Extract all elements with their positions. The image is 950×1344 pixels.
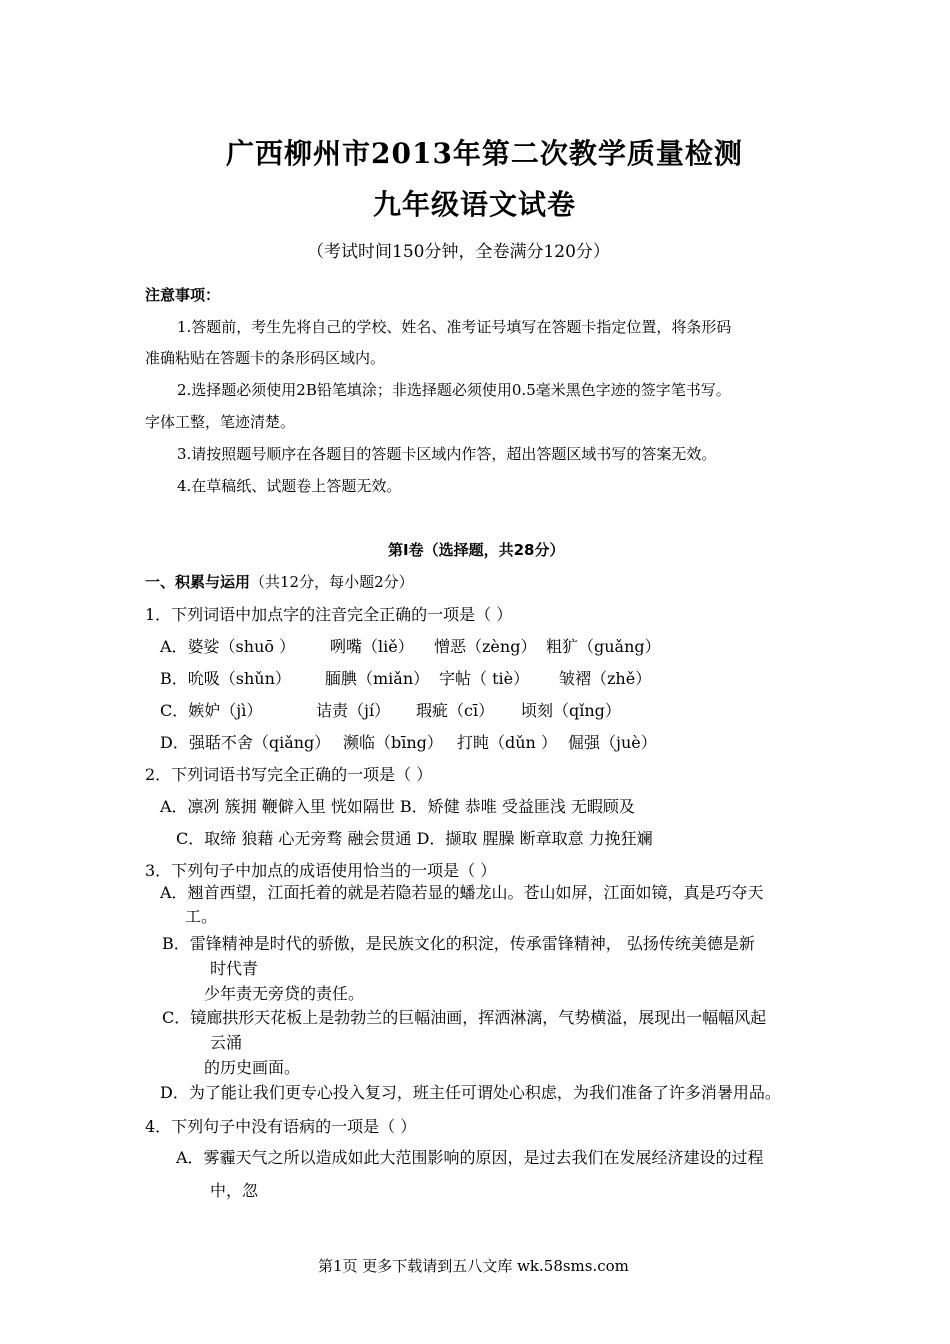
q3-b-line-3: 少年责无旁贷的责任。 (204, 984, 365, 1003)
q1-option-b (160, 666, 651, 689)
q1-d-4: 倔强（juè） (568, 733, 657, 752)
q1-c-4: 顷刻（qǐng） (521, 701, 621, 720)
q1-a-1: A．婆娑（shuō ） (160, 637, 296, 656)
page-subtitle: 九年级语文试卷 (373, 188, 577, 221)
q3-a-line-2: 工。 (185, 907, 218, 926)
q4-stem: 4．下列句子中没有语病的一项是（ ） (145, 1117, 417, 1136)
notice-item-1-line-1: 1.答题前，考生先将自己的学校、姓名、准考证号填写在答题卡指定位置，将条形码 (177, 318, 732, 336)
q1-d-1: D．强聒不舍（qiǎng） (160, 733, 331, 752)
notice-item-2-line-1: 2.选择题必须使用2B铅笔填涂；非选择题必须使用0.5毫米黑色字迹的签字笔书写。 (177, 381, 731, 399)
q1-b-2: 腼腆（miǎn） (325, 669, 430, 688)
q1-c-1: C．嫉妒（jì） (160, 701, 263, 720)
q1-a-2: 咧嘴（liě） (330, 637, 414, 656)
page-footer: 第1页 更多下载请到五八文库 wk.58sms.com (318, 1257, 629, 1275)
q1-a-4: 粗犷（guǎng） (546, 637, 661, 656)
notice-item-1-line-2: 准确粘贴在答题卡的条形码区域内。 (145, 349, 386, 367)
q1-d-3: 打盹（dǔn ） (457, 733, 557, 752)
q2-options-line-1: A．凛冽 簇拥 鞭僻入里 恍如隔世 B．矫健 恭唯 受益匪浅 无暇顾及 (160, 797, 635, 816)
part-title: 一、积累与运用 (145, 573, 251, 591)
q1-stem: 1．下列词语中加点字的注音完全正确的一项是（ ） (145, 605, 513, 624)
part-title-row (145, 571, 414, 592)
notice-item-4: 4.在草稿纸、试题卷上答题无效。 (177, 477, 402, 495)
q3-c-line-1: C．镜廊拱形天花板上是勃勃兰的巨幅油画，挥洒淋漓，气势横溢，展现出一幅幅风起 (162, 1008, 767, 1027)
q3-b-line-1: B．雷锋精神是时代的骄傲，是民族文化的积淀，传承雷锋精神， 弘扬传统美德是新 (162, 934, 755, 953)
q4-a-line-1: A．雾霾天气之所以造成如此大范围影响的原因，是过去我们在发展经济建设的过程 (176, 1148, 764, 1167)
q2-options-line-2: C．取缔 狼藉 心无旁骛 融会贯通 D．撷取 腥臊 断章取意 力挽狂斓 (176, 829, 653, 848)
q1-option-a (160, 634, 661, 657)
notice-heading: 注意事项： (145, 286, 221, 304)
q1-option-c (160, 698, 621, 721)
q3-c-line-2: 云涌 (210, 1033, 243, 1052)
q3-stem: 3．下列句子中加点的成语使用恰当的一项是（ ） (145, 861, 497, 880)
q1-b-1: B．吮吸（shǔn） (160, 669, 291, 688)
q2-stem: 2．下列词语书写完全正确的一项是（ ） (145, 765, 433, 784)
q1-b-3: 字帖（ tiè） (439, 669, 530, 688)
exam-time-note: （考试时间150分钟，全卷满分120分） (307, 242, 610, 262)
q1-d-2: 濒临（bīng） (343, 733, 443, 752)
q1-option-d (160, 730, 657, 753)
volume-title: 第Ⅰ卷（选择题，共28分） (388, 541, 565, 559)
notice-item-2-line-2: 字体工整，笔迹清楚。 (145, 413, 296, 431)
part-note: （共12分，每小题2分） (250, 573, 414, 591)
notice-item-3: 3.请按照题号顺序在各题目的答题卡区域内作答，超出答题区域书写的答案无效。 (177, 445, 717, 463)
q1-c-3: 瑕疵（cī） (416, 701, 495, 720)
page-title: 广西柳州市2013年第二次教学质量检测 (226, 137, 743, 170)
q3-d-line-1: D．为了能让我们更专心投入复习，班主任可谓处心积虑，为我们准备了许多消暑用品。 (160, 1083, 781, 1102)
q1-b-4: 皱褶（zhě） (559, 669, 652, 688)
q4-a-line-2: 中，忽 (210, 1181, 259, 1200)
q1-a-3: 憎恶（zèng） (434, 637, 537, 656)
q3-b-line-2: 时代青 (210, 959, 259, 978)
q1-c-2: 诘责（jí） (316, 701, 391, 720)
q3-c-line-3: 的历史画面。 (204, 1058, 301, 1077)
q3-a-line-1: A．翘首西望，江面托着的就是若隐若显的蟠龙山。苍山如屏，江面如镜，真是巧夺天 (160, 883, 764, 902)
